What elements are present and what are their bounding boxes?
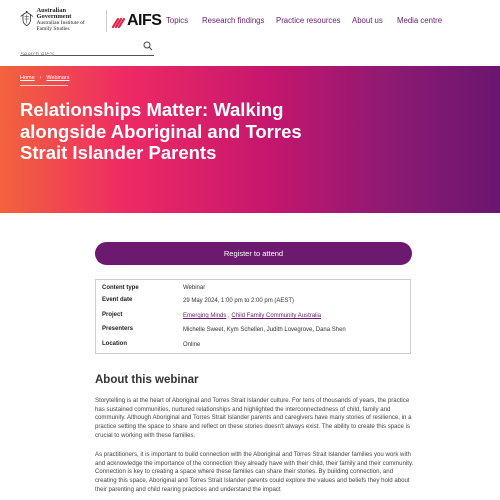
page-title: Relationships Matter: Walking alongside Aboriginal and Torres Strait Islander Parents (20, 99, 302, 163)
register-button[interactable]: Register to attend (95, 242, 412, 265)
aifs-wordmark: AIFS (127, 12, 162, 29)
search-icon[interactable] (143, 41, 153, 51)
logo-divider (106, 10, 107, 32)
nav-about-us[interactable]: About us (352, 16, 383, 25)
about-paragraph-2: As practitioners, it is important to build connection with the Aboriginal and Torres Strait Islander families you work with and acknowledge the importance of the connection they already have with their child, their family and their community. Connection is key to creating a space where these families can share their stories. By building connection, and creating this space, Aboriginal and Torres Strait Islander parents could explore the values and beliefs they hold about their parenting and child rearing practices and understand the impact (95, 451, 414, 493)
breadcrumb-underline (20, 85, 68, 86)
project-link-cfca[interactable]: Child Family Community Australia (231, 313, 322, 319)
detail-label: Content type (102, 285, 139, 291)
detail-label: Project (102, 312, 123, 318)
breadcrumb-separator-icon: › (39, 75, 42, 81)
detail-value: Michelle Sweet, Kym Schellen, Judith Lovegrove, Dana Shen (183, 327, 346, 333)
event-details (95, 279, 411, 354)
coat-of-arms-icon (20, 8, 33, 30)
gov-name: Australian Government (36, 7, 72, 20)
aifs-mark-icon (111, 13, 125, 29)
nav-practice-resources[interactable]: Practice resources (276, 16, 341, 25)
search-box (20, 43, 154, 56)
gov-org-line1: Australian Institute of (36, 20, 85, 26)
about-paragraph-1: Storytelling is at the heart of Aboriginal and Torres Strait Islander culture. For tens of thousands of years, the practice has sustained communities, nurtured relationships and highlighted the interconnectedness of child, family and community. Although Aboriginal and Torres Strait Islander parents and caregivers have many stories of resilience, in a practice setting the space to share and reflect on these stories doesn't always exist. The ability to create this space is crucial to working with these families. (95, 397, 412, 439)
nav-research-findings[interactable]: Research findings (202, 16, 265, 25)
about-heading: About this webinar (95, 374, 199, 386)
search-input[interactable] (20, 50, 130, 60)
detail-value: 29 May 2024, 1:00 pm to 2:00 pm (AEST) (183, 298, 295, 304)
hero-banner (0, 66, 500, 213)
breadcrumb (20, 75, 69, 81)
detail-label: Presenters (102, 326, 134, 332)
detail-label: Event date (102, 297, 133, 303)
australian-government-logo[interactable] (20, 8, 86, 34)
detail-label: Location (102, 341, 127, 347)
project-link-emerging-minds[interactable]: Emerging Minds (183, 313, 227, 319)
breadcrumb-home[interactable]: Home (20, 75, 35, 81)
detail-value: Online (183, 342, 201, 348)
site-header (0, 0, 500, 66)
nav-media-centre[interactable]: Media centre (397, 16, 443, 25)
gov-org-line2: Family Studies (36, 26, 70, 32)
detail-value: Webinar (183, 285, 206, 291)
project-separator: , (226, 313, 232, 319)
breadcrumb-webinars[interactable]: Webinars (46, 75, 70, 81)
nav-topics[interactable]: Topics (166, 16, 189, 25)
aifs-logo[interactable] (111, 12, 161, 30)
